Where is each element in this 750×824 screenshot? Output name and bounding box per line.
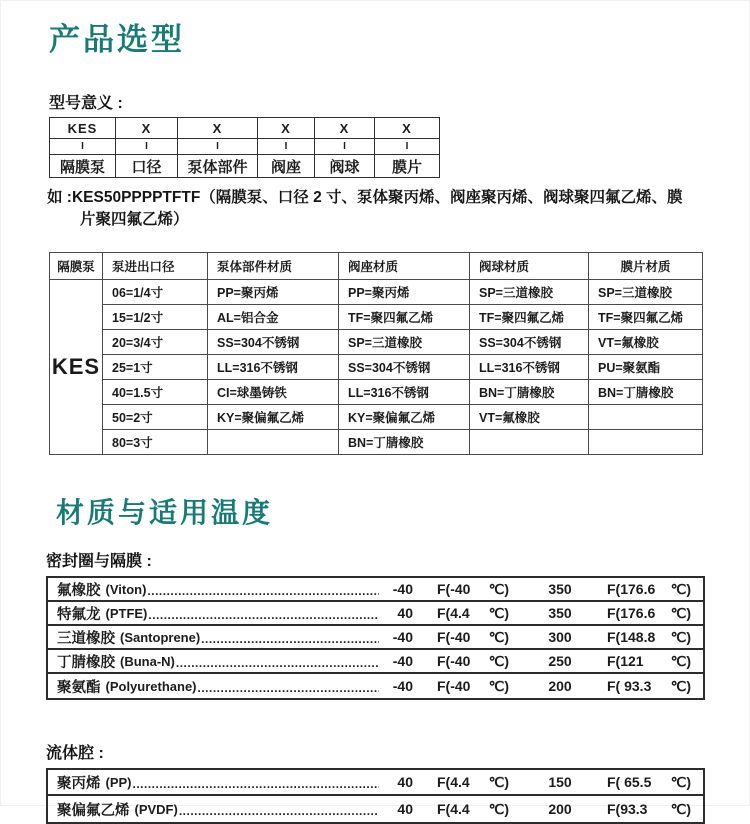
table-cell: LL=316不锈钢: [470, 355, 589, 380]
table-cell: CI=球墨铸铁: [208, 380, 339, 405]
table-row: [48, 770, 703, 796]
table-cell: VT=氟橡胶: [589, 330, 703, 355]
column-header: 阀座材质: [339, 253, 470, 280]
material-name-cn: 聚氨酯: [57, 679, 101, 696]
min-temp-c: [437, 653, 509, 670]
table-cell: 口径: [116, 155, 178, 178]
column-header: 阀球材质: [470, 253, 589, 280]
table-row: [48, 796, 703, 822]
material-name-cn: 三道橡胶: [57, 630, 115, 647]
table-cell: 泵体部件: [178, 155, 258, 178]
min-temp-c-value: F(4.4: [437, 604, 470, 621]
min-temp-f: -40: [392, 653, 413, 669]
table-cell: TF=聚四氟乙烯: [470, 305, 589, 330]
material-name-en: (PP): [105, 774, 132, 790]
celsius-unit: ℃): [670, 773, 691, 790]
table-cell: BN=丁腈橡胶: [339, 430, 470, 455]
dot-leader: [133, 777, 380, 791]
max-temp-c-value: F( 65.5: [607, 773, 652, 790]
table-row: [48, 626, 703, 650]
dot-leader: [148, 608, 379, 622]
table-cell: 膜片: [375, 155, 440, 178]
dot-leader: [201, 632, 379, 646]
table-cell: X: [315, 118, 375, 139]
max-temp-c-value: F(176.6: [607, 604, 656, 621]
table-cell: [470, 430, 589, 455]
max-temp-f: 300: [548, 629, 572, 645]
table-row: [50, 280, 703, 305]
table-cell: X: [116, 118, 178, 139]
table-cell: SS=304不锈钢: [208, 330, 339, 355]
max-temp-c-value: F( 93.3: [607, 677, 652, 694]
min-temp-c: [437, 629, 509, 646]
celsius-unit: ℃): [488, 800, 509, 817]
dot-leader: [176, 656, 379, 670]
celsius-unit: ℃): [670, 800, 691, 817]
table-cell: [589, 430, 703, 455]
table-cell: PP=聚丙烯: [339, 280, 470, 305]
table-cell: [589, 405, 703, 430]
table-row: [50, 380, 703, 405]
brand-cell: KES: [50, 280, 103, 455]
min-temp-c: [437, 678, 509, 695]
table-cell: 25=1寸: [103, 355, 208, 380]
celsius-unit: ℃): [670, 628, 691, 645]
table-row: [50, 355, 703, 380]
table-cell: X: [178, 118, 258, 139]
min-temp-c-value: F(-40: [437, 677, 471, 694]
model-code-table: [49, 117, 440, 178]
fluid-chamber-label: 流体腔 :: [46, 745, 104, 762]
section-title-materials-temperature: 材质与适用温度: [56, 497, 274, 528]
material-name-cn: 聚偏氟乙烯: [57, 802, 130, 819]
table-cell: KY=聚偏氟乙烯: [208, 405, 339, 430]
fluid-temperature-table: [46, 768, 705, 824]
table-cell: LL=316不锈钢: [339, 380, 470, 405]
material-name-en: (Buna-N): [120, 653, 175, 669]
table-cell: I: [116, 139, 178, 155]
table-cell: BN=丁腈橡胶: [589, 380, 703, 405]
table-row: [50, 118, 440, 139]
table-header-row: [50, 253, 703, 280]
table-cell: AL=铝合金: [208, 305, 339, 330]
max-temp-c: [607, 581, 691, 598]
min-temp-f: -40: [392, 678, 413, 694]
max-temp-c: [607, 629, 691, 646]
column-header: 泵体部件材质: [208, 253, 339, 280]
table-row: [50, 430, 703, 455]
table-cell: 06=1/4寸: [103, 280, 208, 305]
table-cell: TF=聚四氟乙烯: [589, 305, 703, 330]
min-temp-c: [437, 801, 509, 818]
table-cell: SS=304不锈钢: [339, 355, 470, 380]
max-temp-c: [607, 678, 691, 695]
max-temp-c: [607, 605, 691, 622]
table-row: [50, 330, 703, 355]
dot-leader: [147, 584, 379, 598]
material-name-en: (PTFE): [105, 605, 148, 621]
table-cell: I: [178, 139, 258, 155]
table-cell: PU=聚氨酯: [589, 355, 703, 380]
min-temp-f: -40: [392, 581, 413, 597]
max-temp-f: 200: [548, 678, 572, 694]
max-temp-c: [607, 653, 691, 670]
table-cell: 40=1.5寸: [103, 380, 208, 405]
material-name-en: (Viton): [105, 581, 147, 597]
table-cell: X: [258, 118, 315, 139]
max-temp-c-value: F(176.6: [607, 580, 656, 597]
celsius-unit: ℃): [670, 604, 691, 621]
table-cell: KY=聚偏氟乙烯: [339, 405, 470, 430]
table-row: [48, 674, 703, 698]
max-temp-c-value: F(148.8: [607, 628, 656, 645]
celsius-unit: ℃): [488, 604, 509, 621]
material-name-cn: 氟橡胶: [57, 582, 101, 599]
table-cell: 阀座: [258, 155, 315, 178]
column-header: 膜片材质: [589, 253, 703, 280]
celsius-unit: ℃): [670, 652, 691, 669]
table-row: [50, 405, 703, 430]
table-cell: 20=3/4寸: [103, 330, 208, 355]
table-cell: SP=三道橡胶: [470, 280, 589, 305]
celsius-unit: ℃): [488, 652, 509, 669]
table-row: [50, 155, 440, 178]
table-cell: KES: [50, 118, 116, 139]
max-temp-f: 350: [548, 581, 572, 597]
min-temp-f: 40: [397, 774, 413, 790]
table-row: [50, 139, 440, 155]
table-row: [48, 578, 703, 602]
material-selection-table: [49, 252, 703, 455]
material-name-en: (PVDF): [134, 801, 178, 817]
min-temp-c-value: F(-40: [437, 628, 471, 645]
celsius-unit: ℃): [488, 677, 509, 694]
table-cell: 隔膜泵: [50, 155, 116, 178]
celsius-unit: ℃): [488, 580, 509, 597]
max-temp-c-value: F(93.3: [607, 800, 648, 817]
max-temp-f: 350: [548, 605, 572, 621]
table-row: [50, 305, 703, 330]
table-row: [48, 650, 703, 674]
model-meaning-label: 型号意义 :: [49, 95, 123, 112]
model-example-text: [47, 187, 707, 231]
max-temp-c: [607, 801, 691, 818]
column-header: 隔膜泵: [50, 253, 103, 280]
seal-temperature-table: [46, 576, 705, 700]
material-name-cn: 丁腈橡胶: [57, 654, 115, 671]
table-cell: 15=1/2寸: [103, 305, 208, 330]
table-cell: X: [375, 118, 440, 139]
column-header: 泵进出口径: [103, 253, 208, 280]
table-cell: LL=316不锈钢: [208, 355, 339, 380]
material-name-cn: 聚丙烯: [57, 775, 101, 792]
table-cell: BN=丁腈橡胶: [470, 380, 589, 405]
dot-leader: [198, 681, 379, 695]
table-cell: I: [50, 139, 116, 155]
section-title-product-selection: 产品选型: [49, 22, 185, 57]
table-cell: I: [375, 139, 440, 155]
table-cell: 50=2寸: [103, 405, 208, 430]
example-line: 片聚四氟乙烯）: [80, 211, 189, 228]
max-temp-c-value: F(121: [607, 652, 644, 669]
table-cell: I: [258, 139, 315, 155]
min-temp-c: [437, 581, 509, 598]
seal-diaphragm-label: 密封圈与隔膜 :: [46, 553, 152, 570]
material-name-en: (Santoprene): [120, 629, 201, 645]
min-temp-c-value: F(-40: [437, 652, 471, 669]
max-temp-f: 250: [548, 653, 572, 669]
table-cell: SS=304不锈钢: [470, 330, 589, 355]
material-name-cn: 特氟龙: [57, 606, 101, 623]
table-cell: I: [315, 139, 375, 155]
material-name-en: (Polyurethane): [105, 678, 197, 694]
celsius-unit: ℃): [488, 628, 509, 645]
example-line: 如 :KES50PPPPTFTF（隔膜泵、口径 2 寸、泵体聚丙烯、阀座聚丙烯、阀球聚四氟乙烯、膜: [47, 189, 683, 206]
table-cell: TF=聚四氟乙烯: [339, 305, 470, 330]
table-cell: VT=氟橡胶: [470, 405, 589, 430]
table-cell: 80=3寸: [103, 430, 208, 455]
table-cell: 阀球: [315, 155, 375, 178]
celsius-unit: ℃): [670, 677, 691, 694]
min-temp-c-value: F(4.4: [437, 800, 470, 817]
max-temp-c: [607, 774, 691, 791]
min-temp-c: [437, 774, 509, 791]
min-temp-f: -40: [392, 629, 413, 645]
min-temp-f: 40: [397, 605, 413, 621]
table-cell: PP=聚丙烯: [208, 280, 339, 305]
max-temp-f: 200: [548, 801, 572, 817]
table-row: [48, 602, 703, 626]
min-temp-c: [437, 605, 509, 622]
table-cell: SP=三道橡胶: [339, 330, 470, 355]
celsius-unit: ℃): [670, 580, 691, 597]
min-temp-c-value: F(-40: [437, 580, 471, 597]
celsius-unit: ℃): [488, 773, 509, 790]
table-cell: SP=三道橡胶: [589, 280, 703, 305]
min-temp-f: 40: [397, 801, 413, 817]
min-temp-c-value: F(4.4: [437, 773, 470, 790]
max-temp-f: 150: [548, 774, 572, 790]
table-cell: [208, 430, 339, 455]
